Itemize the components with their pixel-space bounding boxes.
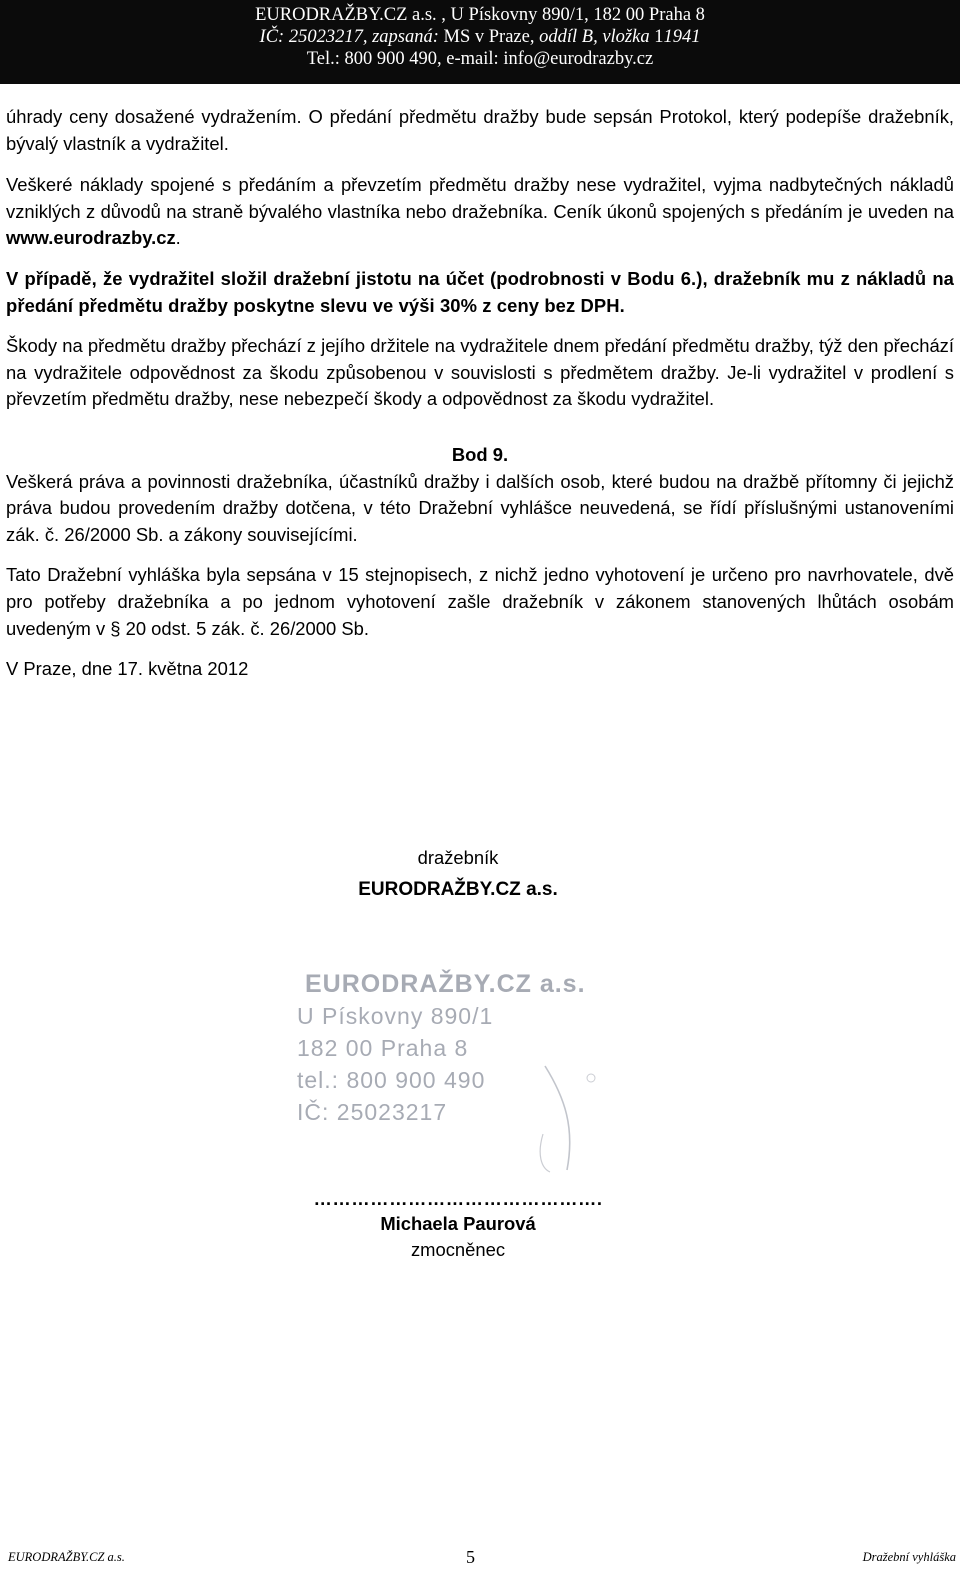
signature-role: dražebník [417,847,499,868]
place-date: V Praze, dne 17. května 2012 [6,658,249,680]
section-heading: Bod 9. [451,443,509,465]
stamp-line: U Pískovny 890/1 [297,1003,494,1029]
stamp-line: IČ: 25023217 [297,1099,448,1125]
paragraph-handover-protocol: úhrady ceny dosažené vydražením. O předání předmětu dražby bude sepsán Protokol, který podepíše dražebník, bývalý vlastník a vydražitel. [6,106,954,154]
signatory-title: zmocněnec [410,1239,506,1260]
letterhead-contact: Tel.: 800 900 490, e-mail: info@eurodrazby.cz [306,49,654,69]
company-stamp [275,958,615,1173]
paragraph-costs: Veškeré náklady spojené s předáním a převzetím předmětu dražby nese vydražitel, vyjma nadbytečných nákladů vzniklých z důvodů na straně bývalého vlastníka nebo dražebníka. Ceník úkonů spojených s předáním je uveden na www.eurodrazby.cz. [6,174,954,249]
signatory-name: Michaela Paurová [380,1213,536,1234]
paragraph-rights: Veškerá práva a povinnosti dražebníka, účastníků dražby i dalších osob, které budou na dražbě přítomny či jejichž práva budou provedením dražby dotčena, v této Dražební vyhlášce neuvedená, se řídí příslušnými ustanoveními zák. č. 26/2000 Sb. a zákony souvisejícími. [6,470,954,545]
document-body [6,104,954,683]
letterhead-company-address: EURODRAŽBY.CZ a.s. , U Pískovny 890/1, 182 00 Praha 8 [255,5,705,25]
paragraph-copies: Tato Dražební vyhláška byla sepsána v 15 stejnopisech, z nichž jedno vyhotovení je určeno pro navrhovatele, dvě pro potřeby dražebníka a po jednom vyhotovení zašle dražebník v zákonem stanovených lhůtách osobám uvedeným v § 20 odst. 5 zák. č. 26/2000 Sb. [6,564,954,639]
footer-document-title: Dražební vyhláška [862,1550,956,1564]
signature-line: ………………………………………. [313,1188,603,1209]
letterhead [0,0,960,84]
paragraph-discount: V případě, že vydražitel složil dražební jistotu na účet (podrobnosti v Bodu 6.), dražebník mu z nákladů na předání předmětu dražby poskytne slevu ve výši 30% z ceny bez DPH. [6,267,954,316]
stamp-line: 182 00 Praha 8 [297,1035,469,1061]
page-number: 5 [466,1547,475,1567]
footer-company: EURODRAŽBY.CZ a.s. [8,1550,125,1564]
letterhead-registration: IČ: 25023217, zapsaná: MS v Praze, oddíl B, vložka 11941 [259,27,701,47]
website-link[interactable]: www.eurodrazby.cz [6,227,176,249]
signature-company: EURODRAŽBY.CZ a.s. [358,879,558,900]
paragraph-damages: Škody na předmětu dražby přechází z jejího držitele na vydražitele dnem předání předmětu dražby, týž den přechází na vydražitele odpovědnost za škodu způsobenou v souvislosti s předmětem dražby. Je-li vydražitel v prodlení s převzetím předmětu dražby, nese nebezpečí škody a odpovědnost za škodu vydražitel. [6,335,954,410]
page-footer [0,1548,960,1578]
stamp-line: EURODRAŽBY.CZ a.s. [305,970,586,998]
stamp-line: tel.: 800 900 490 [297,1067,486,1093]
